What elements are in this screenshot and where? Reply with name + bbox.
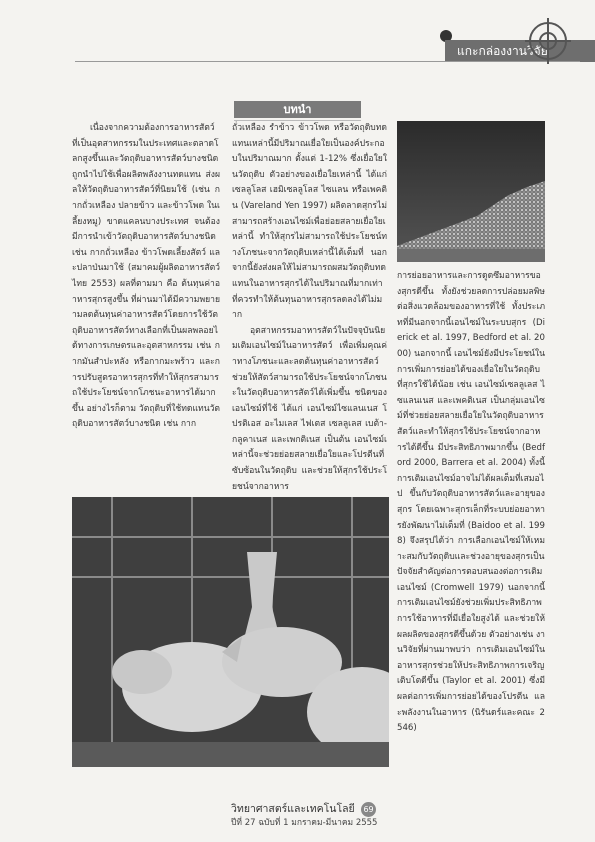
text-column-1 <box>72 121 220 433</box>
header-rule <box>75 61 580 62</box>
crosshair-target-icon <box>525 18 571 64</box>
corn-pile-photo <box>397 121 545 262</box>
section-header-label: แกะกล่องงานวิจัย <box>445 40 595 62</box>
paragraph: การย่อยอาหารและการดูดซึมอาหารของสุกรดีขึ้น ทั้งยังช่วยลดการปล่อยมลพิษต่อสิ่งแวดล้อมของอาหารที่ใช้ ทั้งประเภทที่มีนอกจากนี้เอนไซม์ในระบบสุกร (Dierick et al. 1997, Bedford et al. 2000) นอกจากนี้ เอนไซม์ยังมีประโยชน์ในการเพิ่มการย่อยได้ของเยื่อใยในวัตถุดิบที่สุกรใช้ได้น้อย เช่น เอนไซม์เซลลูเลส ไซแลนเนส และเพคติเนส เป็นกลุ่มเอนไซม์ที่ช่วยย่อยสลายเยื่อใยในวัตถุดิบอาหารสัตว์และทำให้สุกรใช้ประโยชน์จากอาหารได้ดีขึ้น มีประสิทธิภาพมากขึ้น (Bedford 2000, Barrera et al. 2004) ทั้งนี้ การเติมเอนไซม์อาจไม่ได้ผลเต็มที่เสมอไป ขึ้นกับวัตถุดิบอาหารสัตว์และอายุของสุกร โดยเฉพาะสุกรเล็กที่ระบบย่อยอาหารยังพัฒนาไม่เต็มที่ (Baidoo et al. 1998) จึงสรุปได้ว่า การเลือกเอนไซม์ให้เหมาะสมกับวัตถุดิบและช่วงอายุของสุกรเป็นปัจจัยสำคัญต่อการตอบสนองต่อการเติมเอนไซม์ (Cromwell 1979) นอกจากนี้ การเติมเอนไซม์ยังช่วยเพิ่มประสิทธิภาพการใช้อาหารที่มีเยื่อใยสูงได้ และช่วยให้ผลผลิตของสุกรดีขึ้นด้วย ตัวอย่างเช่น งานวิจัยที่ผ่านมาพบว่า การเติมเอนไซม์ในอาหารสุกรช่วยให้ประสิทธิภาพการเจริญเติบโตดีขึ้น (Taylor et al. 2001) ซึ่งมีผลต่อการเพิ่มการย่อยได้ของโปรตีน และพลังงานในอาหาร (นิรันดร์และคณะ 2546) <box>397 271 546 734</box>
paragraph: เนื่องจากความต้องการอาหารสัตว์ที่เป็นอุตสาหกรรมในประเทศและตลาดโลกสูงขึ้นและวัตถุดิบอาหารสัตว์บางชนิดถูกนำไปใช้เพื่อผลิตพลังงานทดแทน ส่งผลให้วัตถุดิบอาหารสัตว์ที่นิยมใช้ (เช่น กากถั่วเหลือง ปลายข้าว และข้าวโพด ในเลี้ยงหมู) ขาดแคลนบางประเทศ จนต้องมีการนำเข้าวัตถุดิบอาหารสัตว์บางชนิด เช่น กากถั่วเหลือง ข้าวโพดเลี้ยงสัตว์ และปลาป่นมาใช้ (สมาคมผู้ผลิตอาหารสัตว์ไทย 2553) ผลที่ตามมา คือ ต้นทุนค่าอาหารสุกรสูงขึ้น ที่ผ่านมาได้มีความพยายามลดต้นทุนค่าอาหารสัตว์โดยการใช้วัตถุดิบอาหารสัตว์ทางเลือกที่เป็นผลพลอยได้ทางการเกษตรและอุตสาหกรรม เช่น กากมันสำปะหลัง หรือกากมะพร้าว และการปรับสูตรอาหารสุกรที่ทำให้สุกรสามารถใช้ประโยชน์จากโภชนะอาหารได้มากขึ้น อย่างไรก็ตาม วัตถุดิบที่ใช้ทดแทนวัตถุดิบอาหารสัตว์บางชนิด เช่น กาก <box>72 123 221 430</box>
text-column-3 <box>397 269 545 737</box>
page-number-badge: 69 <box>361 802 376 817</box>
text-column-2 <box>232 121 387 495</box>
section-title: บทนำ <box>234 101 361 118</box>
footer-issue: ปีที่ 27 ฉบับที่ 1 มกราคม-มีนาคม 2555 <box>231 818 378 828</box>
magazine-title: วิทยาศาสตร์และเทคโนโลยี <box>231 803 355 815</box>
paragraph: ถั่วเหลือง รำข้าว ข้าวโพด หรือวัตถุดิบทดแทนเหล่านี้มีปริมาณเยื่อใยเป็นองค์ประกอบในปริมาณมาก ตั้งแต่ 1-12% ซึ่งเยื่อใยในวัตถุดิบ ตัวอย่างของเยื่อใยเหล่านี้ ได้แก่ เซลลูโลส เฮมิเซลลูโลส ไซแลน หรือเพคติน (Vareland Yen 1997) ผลิตลาดสุกรไม่สามารถสร้างเอนไซม์เพื่อย่อยสลายเยื่อใยเหล่านี้ ทำให้สุกรไม่สามารถใช้ประโยชน์ทางโภชนะจากวัตถุดิบเหล่านี้ได้เต็มที่ นอกจากนี้ยังส่งผลให้ไม่สามารถผสมวัตถุดิบทดแทนในอาหารสุกรได้ในปริมาณที่มากเท่าที่ควรทำให้ต้นทุนอาหารสุกรลดลงได้ไม่มาก <box>232 123 387 321</box>
paragraph: อุตสาหกรรมอาหารสัตว์ในปัจจุบันนิยมเติมเอนไซม์ในอาหารสัตว์ เพื่อเพิ่มคุณค่าทางโภชนะและลดต้นทุนค่าอาหารสัตว์ ช่วยให้สัตว์สามารถใช้ประโยชน์จากโภชนะในวัตถุดิบอาหารสัตว์ได้เพิ่มขึ้น ชนิดของเอนไซม์ที่ใช้ ได้แก่ เอนไซม์ไซแลนเนส โปรติเอส อะไมเลส ไฟเตส เซลลูเลส เบต้า-กลูคาเนส และเพกติเนส เป็นต้น เอนไซม์เหล่านี้จะช่วยย่อยสลายเยื่อใยและโปรตีนที่ซับซ้อนในวัตถุดิบ และช่วยให้สุกรใช้ประโยชน์จากอาหาร <box>232 325 387 492</box>
pigs-in-pen-photo <box>72 497 389 767</box>
